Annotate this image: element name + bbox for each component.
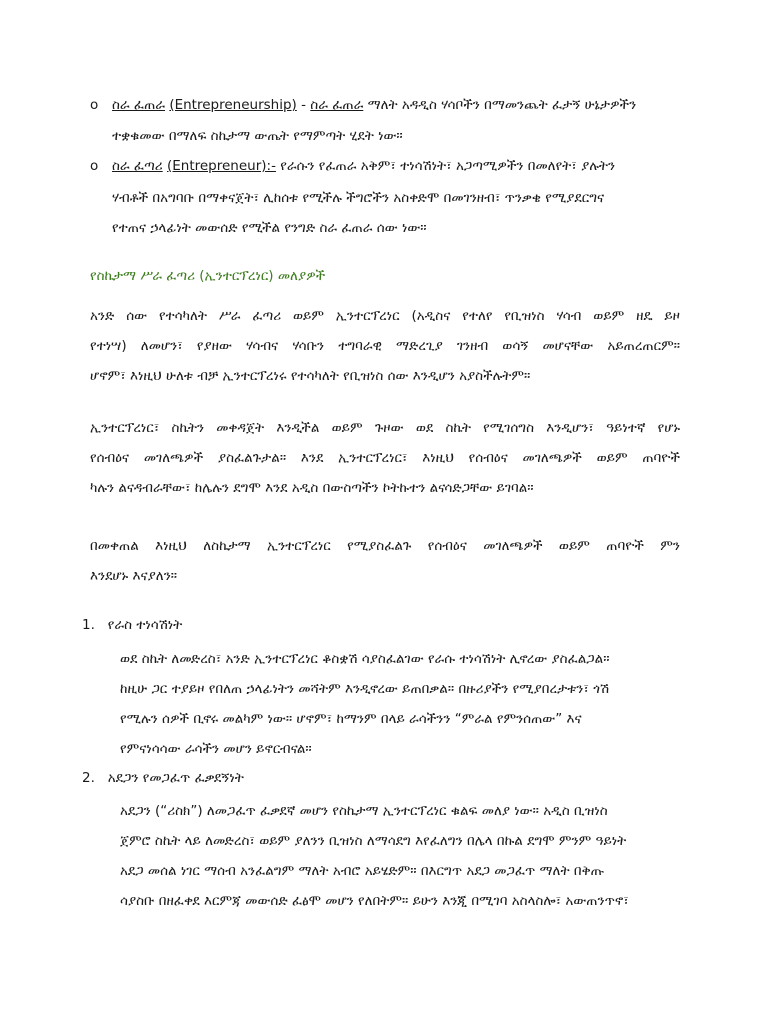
term-amharic: ስራ ፈጣሪ [112,158,163,174]
list-line: ሳያስቡ በዘፈቀደ እርምጃ መውሰድ ፈፅሞ መሆን የለበትም። ይሁን እንጂ በሚገባ አስላስሎ፣ አውጠንጥኖ፣ [120,893,629,909]
paragraph-line: ካሉን ልናዳብራቸው፣ ከሌሉን ደግሞ እንደ አዲስ በውስጣችን ኮትኩተን ልናሳድጋቸው ይገባል። [90,480,534,496]
list-number: 2. [82,770,95,786]
bullet-1-line-2: ተቋቁመው በማለፍ ስኬታማ ውጤት የማምጣት ሂደት ነው። [112,128,403,144]
list-item-2-body [120,803,680,923]
list-item-1-title [82,617,182,633]
bullet-2-line-3: የተጠና ኃላፊነት መውሰድ የሚችል የንግድ ስራ ፈጠራ ሰው ነው። [112,220,427,236]
bullet-2-line-2: ሃብቶች በአግባቡ በማቀናጀት፣ ሊከሰቱ የሚችሉ ችግሮችን አስቀድሞ በመገንዘብ፣ ጥንቃቄ የሚያደርግና [112,190,605,206]
bullet-marker: o [90,97,99,113]
list-line: አደጋን (“ሪስክ”) ለመጋፈጥ ፈቃደኛ መሆን የስኬታማ ኢንተርፕረነር ቁልፍ መለያ ነው። አዲስ ቢዝነስ [120,803,608,819]
bullet-marker: o [90,158,99,174]
paragraph-3 [90,538,680,598]
definition-text: ማለት አዳዲስ ሃሳቦችን በማመንጨት ፈታኝ ሁኔታዎችን [363,97,637,113]
list-line: የምናነሳሳው ራሳችን መሆን ይኖርብናል። [120,741,312,757]
list-line: ወደ ስኬት ለመድረስ፣ አንድ ኢንተርፕረነር ቆስቋሽ ሳያስፈልገው የራሱ ተነሳሽነት ሊኖረው ያስፈልጋል። [120,651,610,667]
paragraph-line: በመቀጠል እነዚህ ለስኬታማ ኢንተርፕረነር የሚያስፈልጉ የሰብዕና መገለጫዎች ወይም ጠባዮች ምን [90,538,680,554]
separator: - [296,97,311,113]
term-amharic-2: ስራ ፈጠራ [310,97,364,113]
paragraph-line: የሰብዕና መገለጫዎች ያስፈልጉታል። እንደ ኢንተርፕረነር፣ እነዚህ የሰብዕና መገለጫዎች ወይም ጠባዮች [90,450,680,466]
list-line: ከዚሁ ጋር ተያይዞ የበለጠ ኃላፊነትን መሻትም እንዲኖረው ይጠበቃል። በዙሪያችን የሚያበረታቱን፣ ጎሽ [120,681,610,697]
list-line: አደጋ መሰል ነገር ማሰብ አንፈልግም ማለት አብሮ አይሄድም። በእርግጥ አደጋ መጋፈጥ ማለት በቅጡ [120,863,605,879]
list-number: 1. [82,617,95,633]
term-english: (Entrepreneurship) [169,97,297,113]
paragraph-2 [90,420,680,510]
paragraph-line: እንደሆኑ እናያለን። [90,568,178,584]
paragraph-line: ሆኖም፣ እነዚህ ሁለቱ ብቻ ኢንተርፕረነሩ የተሳካለት የቢዝነስ ሰው እንዲሆን አያስችሉትም። [90,368,531,384]
term-amharic: ስራ ፈጠራ [112,97,166,113]
paragraph-line: የተነሣ) ለመሆን፣ የያዘው ሃሳብና ሃሳቡን ተግባራዊ ማድረጊያ ገንዘብ ወሳኝ መሆናቸው አይጠረጠርም። [90,338,680,354]
definition-text: የራሱን የፈጠራ አቅም፣ ተነሳሽነት፣ አጋጣሚዎችን በመለየት፣ ያሉትን [275,158,616,174]
list-line: የሚሉን ሰዎች ቢኖሩ መልካም ነው። ሆኖም፣ ከማንም በላይ ራሳችንን “ምራል የምንሰጠው” እና [120,711,582,727]
bullet-1-line-1 [90,97,636,113]
list-title: አደጋን የመጋፈጥ ፈቃደኝነት [107,770,244,786]
list-item-2-title [82,770,244,786]
list-item-1-body [120,651,680,771]
bullet-2-line-1 [90,158,615,174]
list-title: የራስ ተነሳሽነት [107,617,183,633]
list-line: ጀምሮ ስኬት ላይ ለመድረስ፣ ወይም ያለንን ቢዝነስ ለማሳደግ እየፈለግን በሌላ በኩል ደግሞ ምንም ዓይነት [120,833,627,849]
term-english: (Entrepreneur):- [166,158,276,174]
paragraph-line: አንድ ሰው የተሳካለት ሥራ ፈጣሪ ወይም ኢንተርፕረነር (አዲስና የተለየ የቢዝነስ ሃሳብ ወይም ዘዴ ይዞ [90,308,680,324]
paragraph-1 [90,308,680,398]
paragraph-line: ኢንተርፕረነር፣ ስኬትን መቀዳጀት እንዲችል ወይም ጉዞው ወደ ስኬት የሚገሰግስ እንዲሆን፣ ዓይነተኛ የሆኑ [90,420,680,436]
section-heading: የስኬታማ ሥራ ፈጣሪ (ኢንተርፕረነር) መለያዎች [90,268,326,284]
